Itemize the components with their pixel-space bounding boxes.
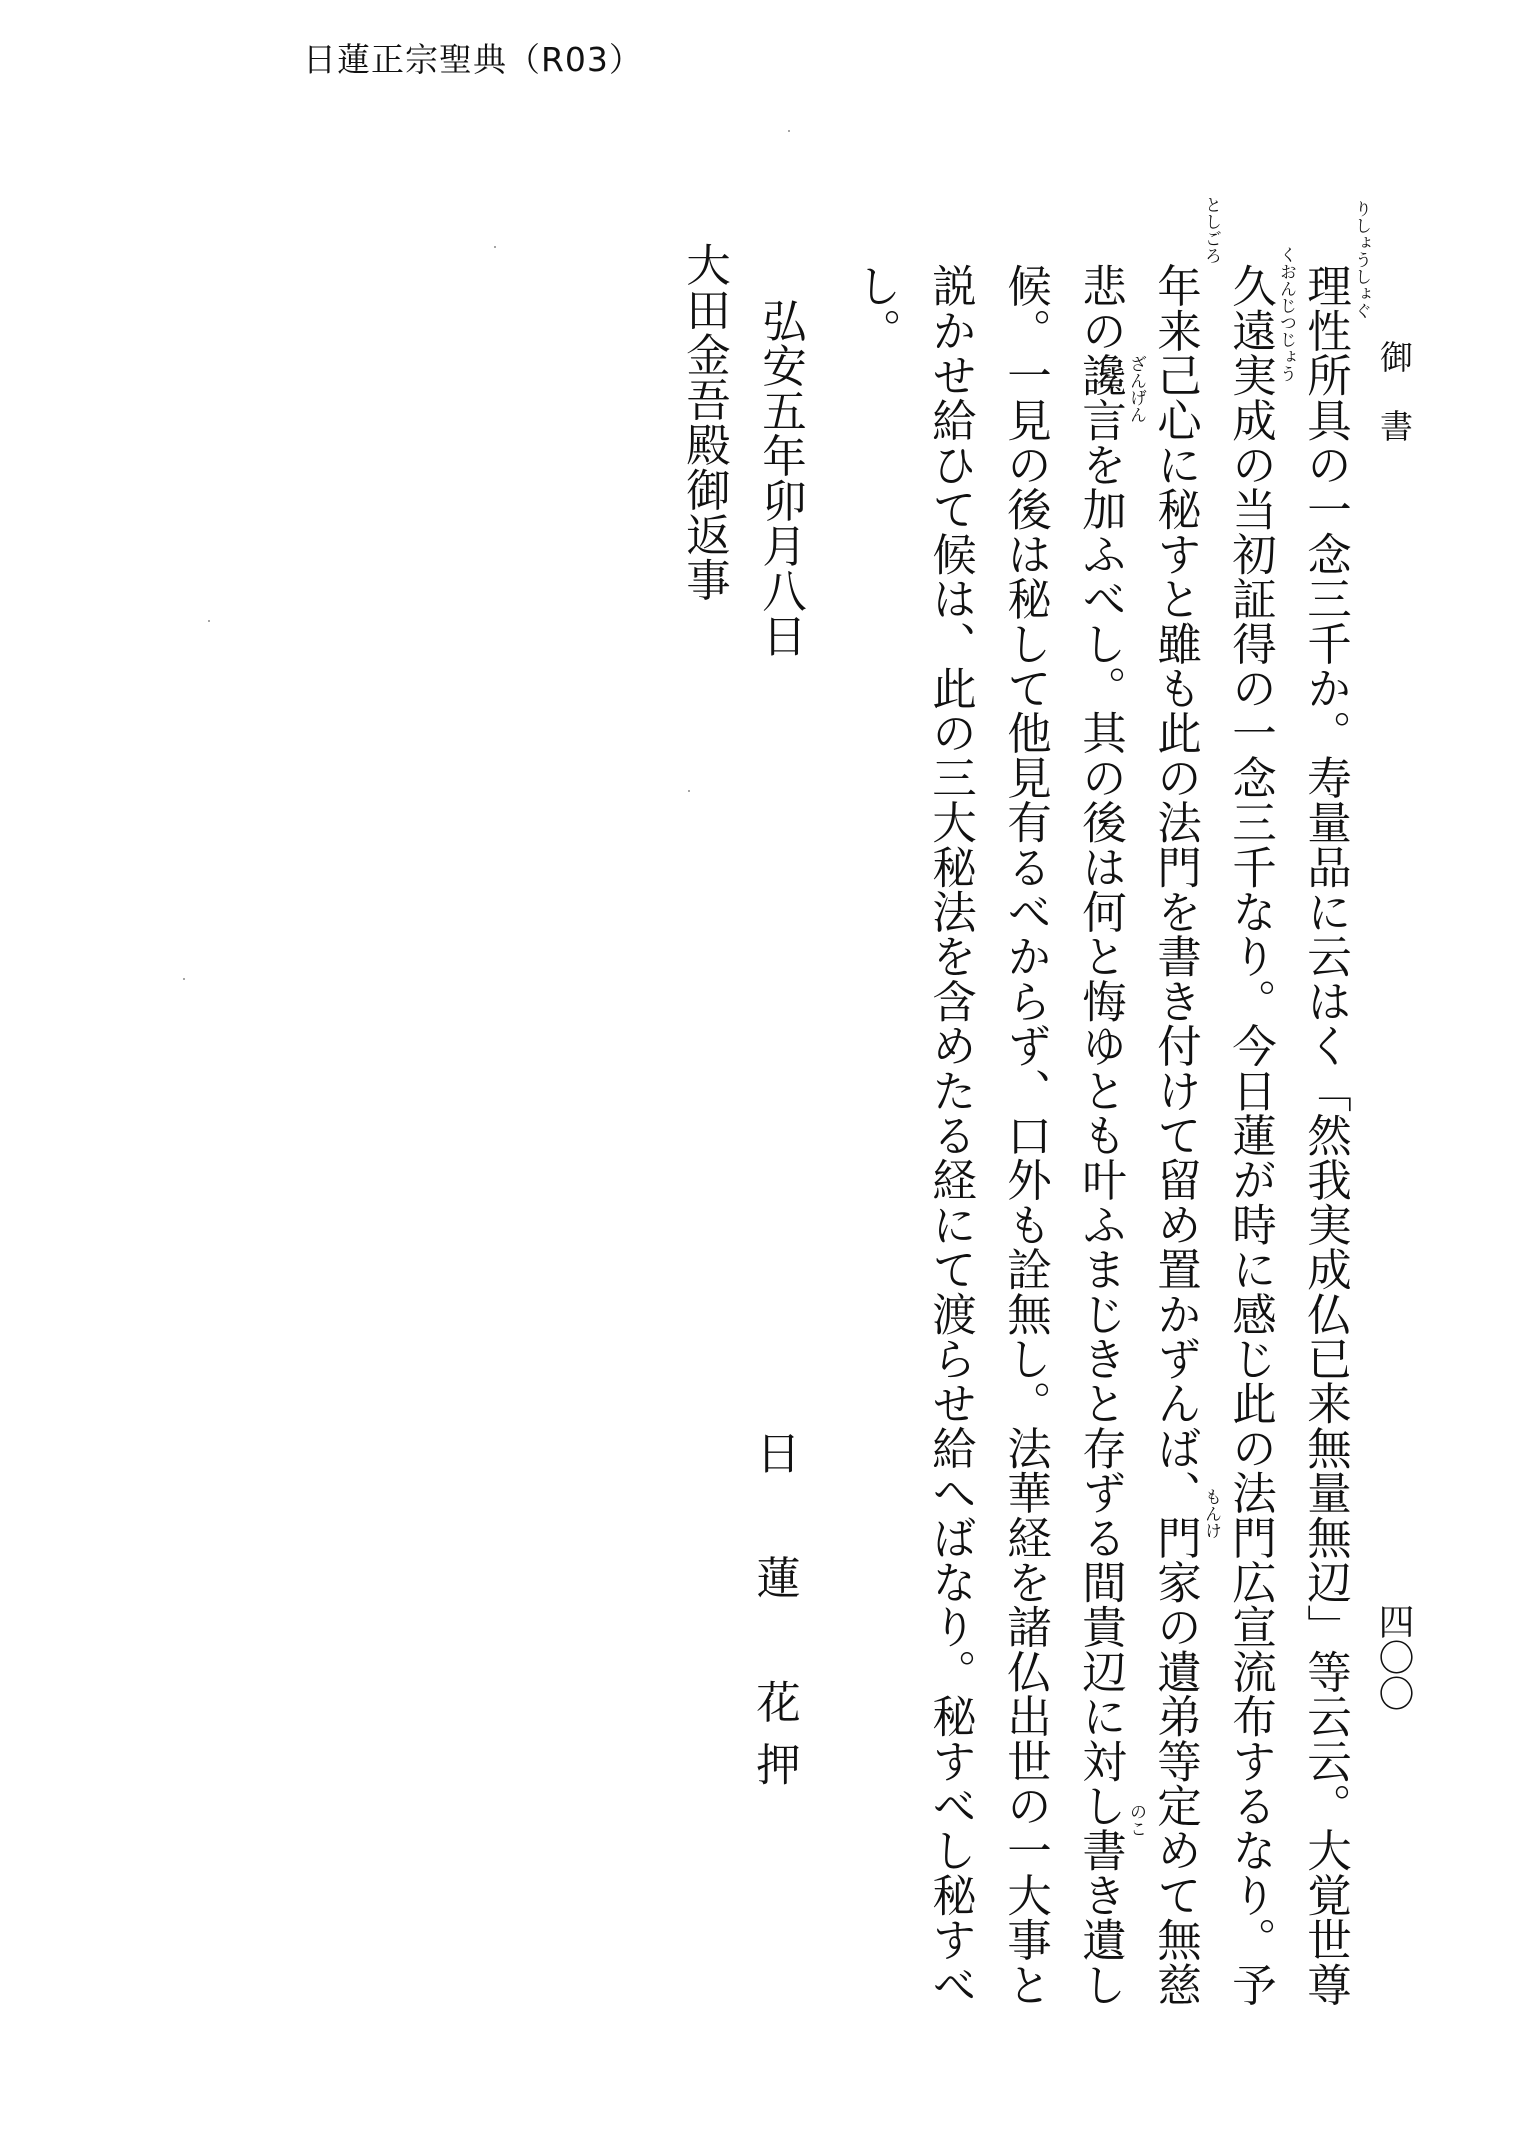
ruby-toshigoro: としごろ (1201, 196, 1221, 264)
book-title: 日蓮正宗聖典（R03） (303, 40, 643, 79)
scan-speck (494, 246, 496, 248)
recipient-line: 大田金吾殿御返事 (678, 242, 730, 602)
body-column-5: 候。一見の後は秘して他見有るべからず、口外も詮無し。法華経を諸仏出世の一大事と (999, 263, 1051, 2007)
body-column-2: 久遠実成の当初証得の一念三千なり。今日蓮が時に感じ此の法門広宣流布するなり。予 (1224, 263, 1276, 2007)
body-column-6: 説かせ給ひて候は、此の三大秘法を含めたる経にて渡らせ給へばなり。秘すべし秘すべ (924, 263, 976, 2007)
scan-speck (788, 130, 790, 132)
author-signature (748, 1430, 800, 1804)
ruby-rishou-shogu: りしょうしょぐ (1351, 200, 1371, 319)
date-line: 弘安五年卯月八日 (754, 298, 806, 658)
scan-speck (208, 620, 210, 622)
author-kao-mark: 花押 (748, 1679, 800, 1804)
section-label: 御書 (1375, 340, 1414, 478)
scan-speck (688, 790, 690, 792)
ruby-zangen: ざんげん (1126, 355, 1146, 423)
body-column-4: 悲の讒言を加ふべし。其の後は何と悔ゆとも叶ふまじきと存ずる間貴辺に対し書き遺し (1074, 263, 1126, 2007)
page-number: 四〇〇 (1373, 1603, 1414, 1711)
ruby-kuon-jitsujou: くおんじつじょう (1276, 246, 1296, 382)
author-name: 日蓮 (748, 1430, 800, 1679)
ruby-monke: もんけ (1201, 1488, 1221, 1539)
body-column-7: し。 (849, 263, 901, 353)
body-column-1: 理性所具の一念三千か。寿量品に云はく「然我実成仏已来無量無辺」等云云。大覚世尊 (1299, 263, 1351, 2007)
ruby-noko: のこ (1126, 1803, 1146, 1837)
scan-speck (183, 978, 185, 980)
body-column-3: 年来己心に秘すと雖も此の法門を書き付けて留め置かずんば、門家の遺弟等定めて無慈 (1149, 263, 1201, 2007)
